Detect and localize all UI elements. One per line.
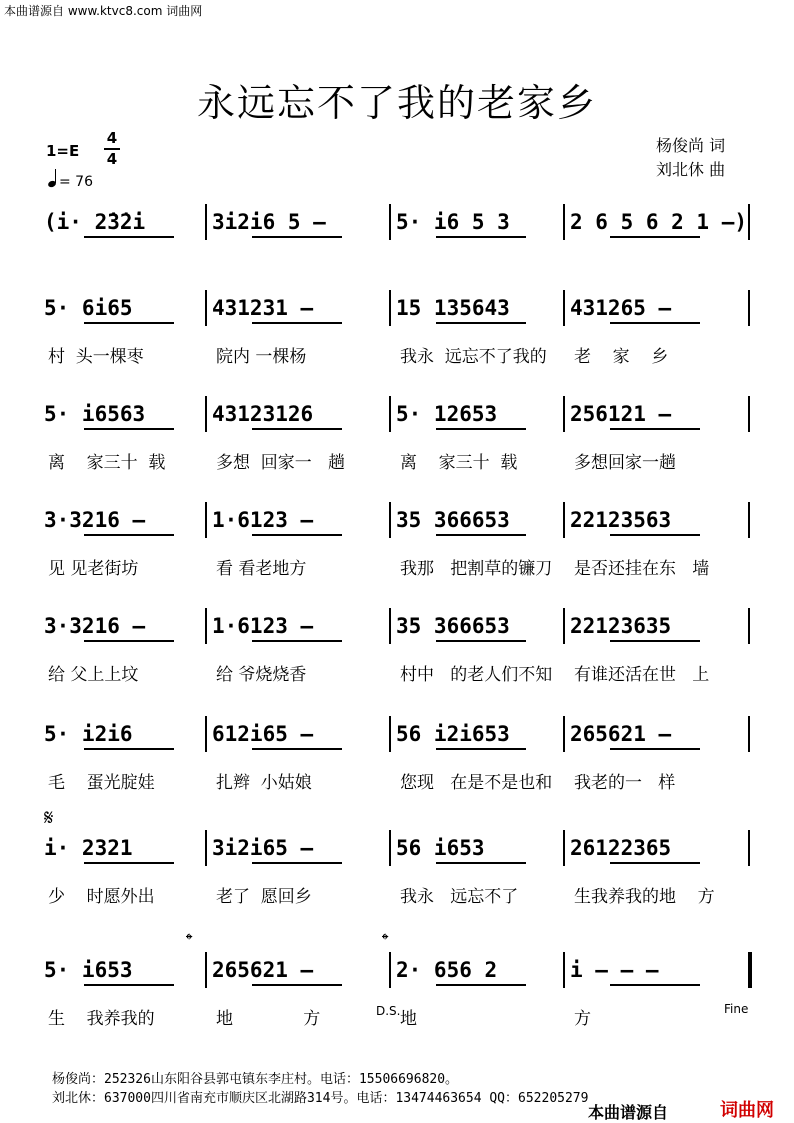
bar-line bbox=[389, 290, 391, 326]
time-signature: 4 4 bbox=[104, 130, 120, 168]
fine-marking: Fine bbox=[724, 1002, 749, 1016]
bar-line bbox=[205, 502, 207, 538]
notes-line bbox=[0, 836, 794, 876]
notes-line bbox=[0, 508, 794, 548]
measure: 43123126 bbox=[212, 402, 314, 426]
bar-line bbox=[748, 204, 750, 240]
bar-line bbox=[748, 608, 750, 644]
bar-line bbox=[389, 716, 391, 752]
measure: 5· i6 5 3 bbox=[396, 210, 510, 234]
lyric-segment: 老 家 乡 bbox=[574, 347, 669, 367]
lyric-segment: 生 我养我的 bbox=[48, 1009, 155, 1029]
key-signature: 1=E bbox=[46, 142, 80, 160]
lyric-segment: 我老的一 样 bbox=[574, 773, 676, 793]
bar-line bbox=[563, 952, 565, 988]
measure: 2 6 5 6 2 1 –) bbox=[570, 210, 748, 234]
measure: 56 i2i653 bbox=[396, 722, 510, 746]
bar-line bbox=[389, 502, 391, 538]
bar-line bbox=[563, 608, 565, 644]
lyric-segment: 我永 远忘不了 bbox=[400, 887, 519, 907]
bar-line bbox=[205, 608, 207, 644]
bar-line bbox=[563, 502, 565, 538]
brand-right: 词曲网 bbox=[720, 1100, 774, 1121]
segno-symbol: 𝄋 bbox=[44, 806, 54, 831]
measure: 1·6123 – bbox=[212, 614, 314, 638]
page-title: 永远忘不了我的老家乡 bbox=[196, 81, 597, 125]
lyric-segment: 方 bbox=[574, 1009, 591, 1029]
bar-line bbox=[563, 290, 565, 326]
notes-line bbox=[0, 958, 794, 998]
bar-line bbox=[205, 204, 207, 240]
bar-line bbox=[389, 952, 391, 988]
lyric-segment: 离 家三十 载 bbox=[400, 453, 518, 473]
site-header: 本曲谱源自 www.ktvc8.com 词曲网 bbox=[4, 4, 203, 18]
measure: 256121 – bbox=[570, 402, 672, 426]
lyric-segment: 院内 一棵杨 bbox=[216, 347, 307, 367]
measure: 35 366653 bbox=[396, 508, 510, 532]
notes-line bbox=[0, 210, 794, 250]
measure: 5· i6563 bbox=[44, 402, 146, 426]
measure: 22123563 bbox=[570, 508, 672, 532]
lyric-segment: 我永 远忘不了我的 bbox=[400, 347, 547, 367]
credits bbox=[656, 134, 725, 182]
brand-left: 本曲谱源自 bbox=[588, 1103, 669, 1122]
lyric-segment: 是否还挂在东 墙 bbox=[574, 559, 710, 579]
bar-line bbox=[205, 830, 207, 866]
measure: 22123635 bbox=[570, 614, 672, 638]
measure: 3·3216 – bbox=[44, 508, 146, 532]
bar-line bbox=[205, 952, 207, 988]
measure: 431231 – bbox=[212, 296, 314, 320]
lyric-segment: 看 看老地方 bbox=[216, 559, 307, 579]
bar-line bbox=[205, 716, 207, 752]
lyric-segment: 老了 愿回乡 bbox=[216, 887, 312, 907]
lyric-segment: 毛 蛋光腚娃 bbox=[48, 773, 155, 793]
measure: 26122365 bbox=[570, 836, 672, 860]
footer-line: 刘北休：637000四川省南充市顺庆区北湖路314号。电话：13474463654 QQ：652205279 bbox=[52, 1091, 589, 1106]
measure: 5· 12653 bbox=[396, 402, 498, 426]
bar-line bbox=[389, 396, 391, 432]
bar-line bbox=[389, 830, 391, 866]
footer-line: 杨俊尚：252326山东阳谷县郭屯镇东李庄村。电话：15506696820。 bbox=[52, 1072, 459, 1087]
bar-line bbox=[389, 608, 391, 644]
measure: 5· 6i65 bbox=[44, 296, 133, 320]
lyric-segment: 离 家三十 载 bbox=[48, 453, 166, 473]
measure: 3·3216 – bbox=[44, 614, 146, 638]
measure: i· 2321 bbox=[44, 836, 133, 860]
lyricist: 杨俊尚 词 bbox=[656, 136, 726, 155]
measure: (i· 2̇3̇2̇i bbox=[44, 210, 146, 234]
lyric-segment: 多想回家一趟 bbox=[574, 453, 676, 473]
lyric-segment: 我那 把割草的镰刀 bbox=[400, 559, 553, 579]
lyric-segment: 村中 的老人们不知 bbox=[400, 665, 553, 685]
measure: i – – – bbox=[570, 958, 659, 982]
ds-marking: D.S. bbox=[376, 1004, 401, 1018]
footer-contacts bbox=[52, 1070, 588, 1108]
measure: 612i65 – bbox=[212, 722, 314, 746]
measure: 5· i2i6 bbox=[44, 722, 133, 746]
measure: 56 i653 bbox=[396, 836, 485, 860]
measure: 265621 – bbox=[570, 722, 672, 746]
notes-line bbox=[0, 722, 794, 762]
measure: 15 135643 bbox=[396, 296, 510, 320]
bar-line bbox=[205, 396, 207, 432]
lyric-segment: 少 时愿外出 bbox=[48, 887, 155, 907]
lyric-segment: 地 bbox=[400, 1009, 417, 1029]
bar-line bbox=[563, 830, 565, 866]
lyric-segment: 给 爷烧烧香 bbox=[216, 665, 307, 685]
lyric-segment: 扎辫 小姑娘 bbox=[216, 773, 312, 793]
measure: 3i2i65 – bbox=[212, 836, 314, 860]
measure: 431265 – bbox=[570, 296, 672, 320]
measure: 35 366653 bbox=[396, 614, 510, 638]
bar-line bbox=[563, 396, 565, 432]
bar-line bbox=[389, 204, 391, 240]
lyric-segment: 地 方 bbox=[216, 1009, 321, 1029]
tempo-marking: = 76 bbox=[48, 172, 93, 190]
lyric-segment: 多想 回家一 趟 bbox=[216, 453, 346, 473]
lyric-segment: 村 头一棵枣 bbox=[48, 347, 144, 367]
lyric-segment: 给 父上上坟 bbox=[48, 665, 139, 685]
measure: 265621 – bbox=[212, 958, 314, 982]
bar-line bbox=[563, 204, 565, 240]
bar-line bbox=[748, 716, 750, 752]
bar-line bbox=[748, 502, 750, 538]
bar-line bbox=[748, 952, 752, 988]
coda-symbol: 𝄌 bbox=[382, 930, 389, 951]
notes-line bbox=[0, 402, 794, 442]
lyric-segment: 您现 在是不是也和 bbox=[400, 773, 553, 793]
notes-line bbox=[0, 296, 794, 336]
measure: 5· i653 bbox=[44, 958, 133, 982]
bar-line bbox=[748, 396, 750, 432]
lyric-segment: 有谁还活在世 上 bbox=[574, 665, 710, 685]
bar-line bbox=[748, 290, 750, 326]
measure: 3̇i2̇i6 5 – bbox=[212, 210, 326, 234]
bar-line bbox=[205, 290, 207, 326]
coda-symbol: 𝄌 bbox=[186, 930, 193, 951]
measure: 2· 656 2 bbox=[396, 958, 498, 982]
bar-line bbox=[748, 830, 750, 866]
lyric-segment: 生我养我的地 方 bbox=[574, 887, 715, 907]
composer: 刘北休 曲 bbox=[656, 160, 726, 179]
measure: 1·6123 – bbox=[212, 508, 314, 532]
lyric-segment: 见 见老街坊 bbox=[48, 559, 139, 579]
notes-line bbox=[0, 614, 794, 654]
bar-line bbox=[563, 716, 565, 752]
